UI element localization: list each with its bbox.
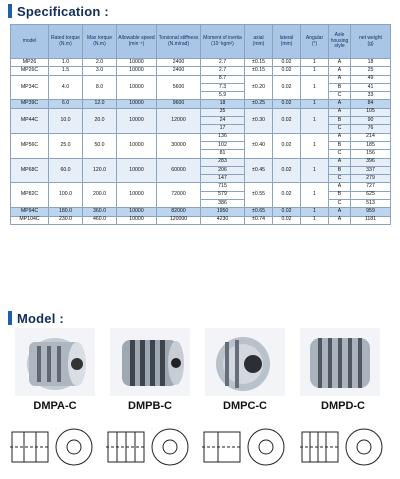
column-header-name: Axle housing style (330, 31, 349, 50)
housing-style-cell: A (329, 183, 351, 191)
stiffness-cell: 60000 (157, 158, 201, 183)
model-photos (0, 328, 400, 398)
stiffness-cell: 2400 (157, 59, 201, 67)
housing-style-cell: B (329, 83, 351, 91)
housing-style-cell: B (329, 141, 351, 149)
weight-cell: 156 (351, 150, 391, 158)
rated-torque-cell: 6.0 (49, 100, 83, 108)
angular-cell: 1 (301, 158, 329, 183)
lateral-cell: 0.02 (273, 208, 301, 216)
column-header (329, 25, 351, 59)
column-header-name: model (22, 37, 37, 44)
model-cell: MP82C (11, 183, 49, 208)
table-row (11, 67, 391, 75)
lateral-cell: 0.02 (273, 216, 301, 224)
lateral-cell: 0.02 (273, 59, 301, 67)
stiffness-cell: 82000 (157, 208, 201, 216)
weight-cell: 18 (351, 59, 391, 67)
column-header (351, 25, 391, 59)
weight-cell: 25 (351, 67, 391, 75)
speed-cell: 10000 (117, 75, 157, 100)
axial-cell: ±0.40 (245, 133, 273, 158)
model-cell: MP104C (11, 216, 49, 224)
max-torque-cell: 360.0 (83, 208, 117, 216)
column-header-unit: (min⁻¹) (128, 40, 145, 47)
weight-cell: 396 (351, 158, 391, 166)
table-row (11, 100, 391, 108)
model-heading (8, 310, 64, 326)
model-label-b: DMPB-C (128, 400, 172, 412)
housing-style-cell: B (329, 117, 351, 125)
inertia-cell: 4230 (201, 216, 245, 224)
coupling-photo-b (110, 328, 190, 396)
rated-torque-cell: 25.0 (49, 133, 83, 158)
housing-style-cell: A (329, 133, 351, 141)
angular-cell: 1 (301, 216, 329, 224)
weight-cell: 337 (351, 166, 391, 174)
speed-cell: 10000 (117, 208, 157, 216)
column-header (11, 25, 49, 59)
housing-style-cell: A (329, 208, 351, 216)
column-header (245, 25, 273, 59)
model-label-a: DMPA-C (33, 400, 77, 412)
column-header (49, 25, 83, 59)
lateral-cell: 0.02 (273, 183, 301, 208)
table-row (11, 133, 391, 141)
max-torque-cell: 3.0 (83, 67, 117, 75)
housing-style-cell: A (329, 59, 351, 67)
table-row (11, 59, 391, 67)
model-cell: MP34C (11, 75, 49, 100)
model-cell: MP94C (11, 208, 49, 216)
stiffness-cell: 2400 (157, 67, 201, 75)
axial-cell: ±0.65 (245, 208, 273, 216)
weight-cell: 90 (351, 117, 391, 125)
speed-cell: 10000 (117, 133, 157, 158)
drawing-c (200, 420, 292, 474)
max-torque-cell: 460.0 (83, 216, 117, 224)
inertia-cell: 715 (201, 183, 245, 191)
heading-accent-bar (8, 311, 12, 325)
weight-cell: 959 (351, 208, 391, 216)
stiffness-cell: 9600 (157, 100, 201, 108)
max-torque-cell: 2.0 (83, 59, 117, 67)
rated-torque-cell: 230.0 (49, 216, 83, 224)
inertia-cell: 2.7 (201, 67, 245, 75)
specification-table (10, 24, 391, 225)
table-row (11, 208, 391, 216)
inertia-cell: 24 (201, 117, 245, 125)
inertia-cell: 579 (201, 191, 245, 199)
drawing-d (298, 420, 390, 474)
rated-torque-cell: 4.0 (49, 75, 83, 100)
inertia-cell: 81 (201, 150, 245, 158)
angular-cell: 1 (301, 108, 329, 133)
lateral-cell: 0.02 (273, 100, 301, 108)
housing-style-cell: A (329, 67, 351, 75)
column-header (201, 25, 245, 59)
column-header (301, 25, 329, 59)
housing-style-cell: C (329, 125, 351, 133)
stiffness-cell: 12000 (157, 108, 201, 133)
model-cell: MP26C (11, 67, 49, 75)
column-header-unit: (10⁻kgm²) (211, 40, 234, 47)
inertia-cell: 206 (201, 166, 245, 174)
angular-cell: 1 (301, 133, 329, 158)
speed-cell: 10000 (117, 100, 157, 108)
speed-cell: 10000 (117, 67, 157, 75)
coupling-photo-c (205, 328, 285, 396)
housing-style-cell: C (329, 150, 351, 158)
table-row (11, 75, 391, 83)
weight-cell: 625 (351, 191, 391, 199)
housing-style-cell: A (329, 108, 351, 116)
axial-cell: ±0.25 (245, 100, 273, 108)
technical-drawings (0, 420, 400, 476)
model-title: Model : (17, 310, 64, 326)
speed-cell: 10000 (117, 59, 157, 67)
weight-cell: 513 (351, 200, 391, 208)
table-body (11, 59, 391, 225)
max-torque-cell: 12.0 (83, 100, 117, 108)
max-torque-cell: 20.0 (83, 108, 117, 133)
angular-cell: 1 (301, 183, 329, 208)
column-header-unit: (N.m) (93, 40, 106, 47)
column-header-name: Moment of inertia (203, 34, 242, 41)
max-torque-cell: 120.0 (83, 158, 117, 183)
angular-cell: 1 (301, 100, 329, 108)
speed-cell: 10000 (117, 158, 157, 183)
housing-style-cell: B (329, 166, 351, 174)
model-cell: MP44C (11, 108, 49, 133)
axial-cell: ±0.20 (245, 75, 273, 100)
model-label-c: DMPC-C (223, 400, 267, 412)
model-labels (0, 400, 400, 414)
column-header-name: Rated torque (51, 34, 80, 41)
lateral-cell: 0.02 (273, 75, 301, 100)
axial-cell: ±0.15 (245, 67, 273, 75)
column-header-unit: (N.m) (59, 40, 72, 47)
housing-style-cell: A (329, 100, 351, 108)
column-header-name: Angular (305, 34, 324, 41)
weight-cell: 185 (351, 141, 391, 149)
axial-cell: ±0.55 (245, 183, 273, 208)
housing-style-cell: B (329, 191, 351, 199)
lateral-cell: 0.02 (273, 158, 301, 183)
angular-cell: 1 (301, 75, 329, 100)
rated-torque-cell: 100.0 (49, 183, 83, 208)
inertia-cell: 7.3 (201, 83, 245, 91)
weight-cell: 1181 (351, 216, 391, 224)
table-header-row (11, 25, 391, 59)
inertia-cell: 2.7 (201, 59, 245, 67)
rated-torque-cell: 60.0 (49, 158, 83, 183)
axial-cell: ±0.30 (245, 108, 273, 133)
rated-torque-cell: 1.5 (49, 67, 83, 75)
speed-cell: 10000 (117, 183, 157, 208)
inertia-cell: 386 (201, 200, 245, 208)
weight-cell: 49 (351, 75, 391, 83)
coupling-photo-a (15, 328, 95, 396)
coupling-photo-d (300, 328, 380, 396)
stiffness-cell: 5600 (157, 75, 201, 100)
weight-cell: 105 (351, 108, 391, 116)
lateral-cell: 0.02 (273, 133, 301, 158)
drawing-a (8, 420, 100, 474)
model-cell: MP39C (11, 100, 49, 108)
stiffness-cell: 72000 (157, 183, 201, 208)
column-header-name: lateral (279, 34, 294, 41)
inertia-cell: 136 (201, 133, 245, 141)
column-header-name: Torsional stiffness (158, 34, 199, 41)
weight-cell: 33 (351, 92, 391, 100)
table-row (11, 183, 391, 191)
column-header (117, 25, 157, 59)
speed-cell: 10000 (117, 108, 157, 133)
specification-heading (8, 3, 109, 19)
column-header-name: Max torque (86, 34, 112, 41)
inertia-cell: 5.9 (201, 92, 245, 100)
rated-torque-cell: 180.0 (49, 208, 83, 216)
inertia-cell: 283 (201, 158, 245, 166)
rated-torque-cell: 1.0 (49, 59, 83, 67)
axial-cell: ±0.74 (245, 216, 273, 224)
housing-style-cell: C (329, 92, 351, 100)
axial-cell: ±0.45 (245, 158, 273, 183)
column-header-name: net weight (359, 34, 382, 41)
model-cell: MP26 (11, 59, 49, 67)
angular-cell: 1 (301, 67, 329, 75)
column-header-name: axial (253, 34, 264, 41)
rated-torque-cell: 10.0 (49, 108, 83, 133)
column-header-unit: (mm) (280, 40, 293, 47)
weight-cell: 727 (351, 183, 391, 191)
model-cell: MP68C (11, 158, 49, 183)
table-row (11, 158, 391, 166)
weight-cell: 76 (351, 125, 391, 133)
inertia-cell: 35 (201, 108, 245, 116)
housing-style-cell: C (329, 175, 351, 183)
column-header-name: Allowable speed (118, 34, 155, 41)
column-header-unit: (mm) (252, 40, 265, 47)
heading-accent-bar (8, 4, 12, 18)
housing-style-cell: A (329, 75, 351, 83)
column-header (273, 25, 301, 59)
housing-style-cell: A (329, 158, 351, 166)
column-header-unit: (N.m/rad) (167, 40, 190, 47)
column-header-unit: (g) (367, 40, 374, 47)
max-torque-cell: 50.0 (83, 133, 117, 158)
max-torque-cell: 8.0 (83, 75, 117, 100)
weight-cell: 279 (351, 175, 391, 183)
speed-cell: 10000 (117, 216, 157, 224)
table-row (11, 108, 391, 116)
model-cell: MP56C (11, 133, 49, 158)
max-torque-cell: 200.0 (83, 183, 117, 208)
angular-cell: 1 (301, 59, 329, 67)
inertia-cell: 8.7 (201, 75, 245, 83)
stiffness-cell: 30000 (157, 133, 201, 158)
specification-title: Specification : (17, 3, 109, 19)
model-label-d: DMPD-C (321, 400, 365, 412)
column-header (157, 25, 201, 59)
inertia-cell: 18 (201, 100, 245, 108)
lateral-cell: 0.02 (273, 108, 301, 133)
weight-cell: 84 (351, 100, 391, 108)
angular-cell: 1 (301, 208, 329, 216)
column-header-unit: (°) (311, 40, 318, 47)
stiffness-cell: 120000 (157, 216, 201, 224)
axial-cell: ±0.15 (245, 59, 273, 67)
weight-cell: 41 (351, 83, 391, 91)
drawing-b (104, 420, 196, 474)
housing-style-cell: C (329, 200, 351, 208)
inertia-cell: 147 (201, 175, 245, 183)
inertia-cell: 17 (201, 125, 245, 133)
table-row (11, 216, 391, 224)
inertia-cell: 102 (201, 141, 245, 149)
lateral-cell: 0.02 (273, 67, 301, 75)
inertia-cell: 1950 (201, 208, 245, 216)
housing-style-cell: A (329, 216, 351, 224)
weight-cell: 214 (351, 133, 391, 141)
column-header (83, 25, 117, 59)
